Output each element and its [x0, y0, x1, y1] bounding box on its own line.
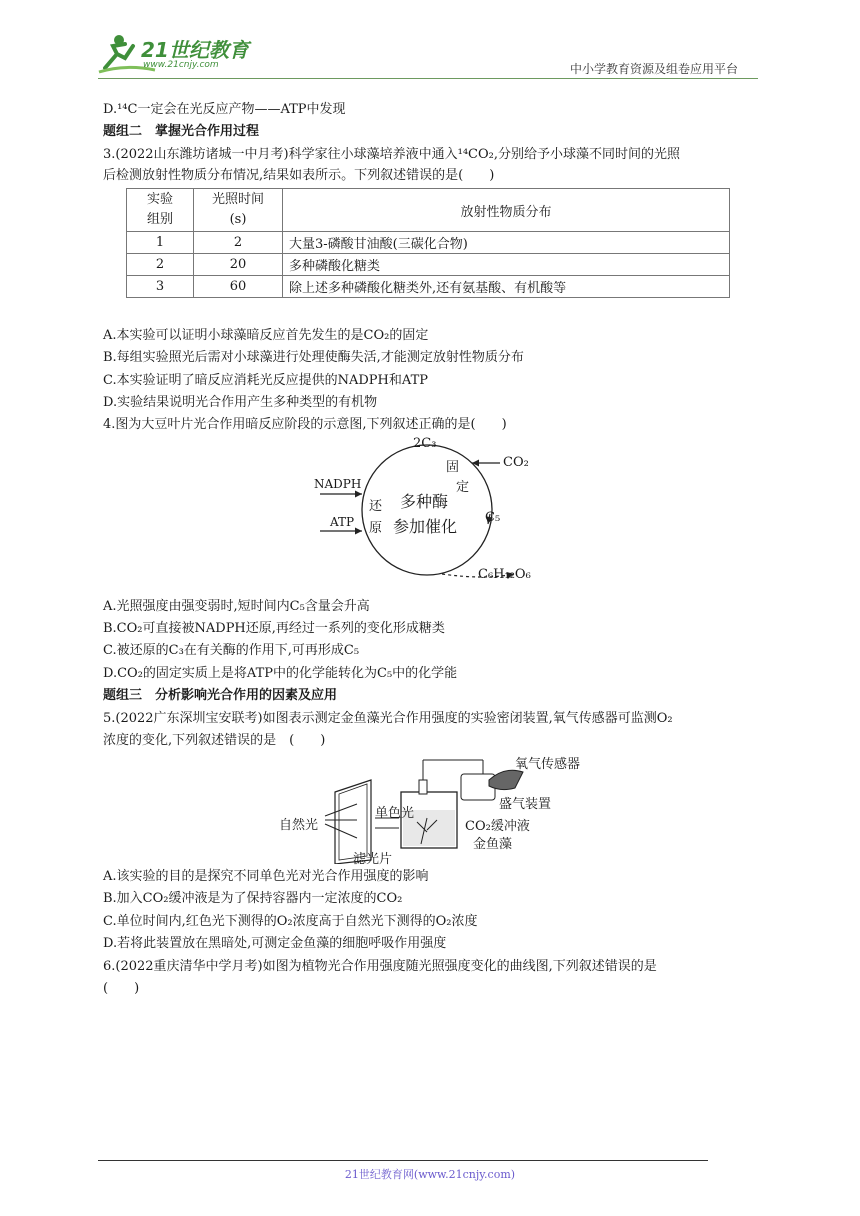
- label-reduce-1: 还: [369, 499, 383, 514]
- table-row: 2 20 多种磷酸化糖类: [127, 254, 730, 276]
- label-catalysis: 参加催化: [393, 517, 458, 536]
- label-co2: CO₂: [503, 455, 529, 470]
- label-natural-light: 自然光: [279, 818, 319, 833]
- footer-divider: [98, 1160, 708, 1161]
- label-enzymes: 多种酶: [400, 492, 449, 511]
- q3-stem-line2: 后检测放射性物质分布情况,结果如表所示。下列叙述错误的是( ): [103, 168, 495, 183]
- q4-option-d: D.CO₂的固定实质上是将ATP中的化学能转化为C₅中的化学能: [103, 666, 458, 681]
- site-logo: [95, 28, 265, 76]
- table-header-distribution: 放射性物质分布: [283, 189, 730, 232]
- label-2c3: 2C₃: [413, 436, 437, 451]
- q5-option-a: A.该实验的目的是探究不同单色光对光合作用强度的影响: [103, 869, 429, 884]
- q3-option-b: B.每组实验照光后需对小球藻进行处理使酶失活,才能测定放射性物质分布: [103, 350, 524, 365]
- header-divider: [98, 78, 758, 79]
- logo-url: www.21cnjy.com: [143, 60, 219, 70]
- table-row: 3 60 除上述多种磷酸化糖类外,还有氨基酸、有机酸等: [127, 276, 730, 298]
- footer-link[interactable]: 21世纪教育网(www.21cnjy.com): [344, 1168, 516, 1181]
- q5-stem-line1: 5.(2022广东深圳宝安联考)如图表示测定金鱼藻光合作用强度的实验密闭装置,氧气传感器可监测O₂: [103, 711, 673, 726]
- group2-title: 题组二 掌握光合作用过程: [103, 124, 260, 139]
- label-gas-container: 盛气装置: [499, 797, 552, 812]
- q3-results-table: [126, 188, 730, 298]
- q6-stem-line2: ( ): [103, 981, 140, 996]
- option-d-previous: D.¹⁴C一定会在光反应产物——ATP中发现: [103, 102, 346, 117]
- apparatus-diagram: [275, 752, 595, 867]
- q6-stem-line1: 6.(2022重庆清华中学月考)如图为植物光合作用强度随光照强度变化的曲线图,下列叙述错误的是: [103, 959, 657, 974]
- q4-option-a: A.光照强度由强变弱时,短时间内C₅含量会升高: [103, 599, 370, 614]
- label-fix-1: 固: [446, 460, 460, 475]
- label-glucose: C₆H₁₂O₆: [478, 567, 531, 582]
- q3-option-d: D.实验结果说明光合作用产生多种类型的有机物: [103, 395, 378, 410]
- table-row: 1 2 大量3-磷酸甘油酸(三碳化合物): [127, 232, 730, 254]
- q5-stem-line2: 浓度的变化,下列叙述错误的是 ( ): [103, 733, 326, 748]
- table-header-time: 光照时间 (s): [194, 189, 283, 232]
- logo-title: 21世纪教育: [141, 38, 249, 62]
- header-tagline: 中小学教育资源及组卷应用平台: [570, 62, 739, 76]
- label-c5: C₅: [485, 510, 501, 525]
- q5-option-c: C.单位时间内,红色光下测得的O₂浓度高于自然光下测得的O₂浓度: [103, 914, 478, 929]
- label-mono-light: 单色光: [375, 806, 415, 821]
- label-atp: ATP: [330, 515, 355, 529]
- q5-option-d: D.若将此装置放在黑暗处,可测定金鱼藻的细胞呼吸作用强度: [103, 936, 447, 951]
- group3-title: 题组三 分析影响光合作用的因素及应用: [103, 688, 338, 703]
- label-filter: 滤光片: [353, 852, 393, 867]
- q4-option-b: B.CO₂可直接被NADPH还原,再经过一系列的变化形成糖类: [103, 621, 445, 636]
- q3-option-c: C.本实验证明了暗反应消耗光反应提供的NADPH和ATP: [103, 373, 428, 388]
- label-co2-buffer: CO₂缓冲液: [465, 819, 530, 834]
- q3-option-a: A.本实验可以证明小球藻暗反应首先发生的是CO₂的固定: [103, 328, 429, 343]
- calvin-cycle-diagram: [300, 438, 560, 588]
- q3-stem-line1: 3.(2022山东潍坊诸城一中月考)科学家往小球藻培养液中通入¹⁴CO₂,分别给予小球藻不同时间的光照: [103, 147, 681, 162]
- label-hornwort: 金鱼藻: [473, 837, 513, 852]
- label-fix-2: 定: [456, 480, 470, 495]
- table-header-group: 实验 组别: [127, 189, 194, 232]
- q5-option-b: B.加入CO₂缓冲液是为了保持容器内一定浓度的CO₂: [103, 891, 403, 906]
- q4-stem: 4.图为大豆叶片光合作用暗反应阶段的示意图,下列叙述正确的是( ): [103, 417, 507, 432]
- label-nadph: NADPH: [314, 477, 362, 491]
- label-reduce-2: 原: [369, 521, 383, 536]
- q4-option-c: C.被还原的C₃在有关酶的作用下,可再形成C₅: [103, 643, 360, 658]
- label-oxygen-sensor: 氧气传感器: [515, 757, 581, 772]
